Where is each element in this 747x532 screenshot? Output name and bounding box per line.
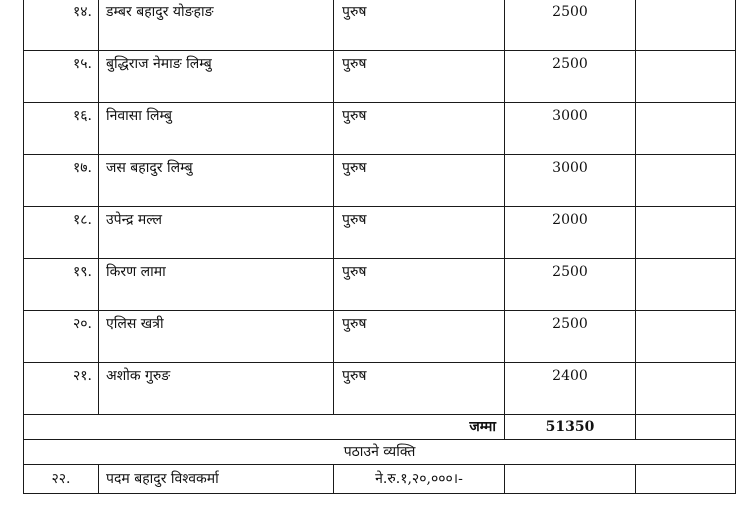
gender: पुरुष (342, 160, 367, 176)
amount: 2500 (552, 316, 588, 332)
table-row (24, 103, 736, 155)
total-label: जम्मा (24, 415, 505, 440)
person-name: एलिस खत्री (106, 316, 164, 332)
person-name: पदम बहादुर विश्वकर्मा (99, 465, 334, 494)
remarks-cell (636, 465, 736, 494)
remarks-cell (636, 415, 736, 440)
amount: ने.रु.१,२०,०००।- (334, 465, 505, 494)
total-row (24, 415, 736, 440)
remarks-cell (636, 0, 736, 51)
person-name: उपेन्द्र मल्ल (106, 212, 163, 228)
serial-number: १७. (72, 160, 92, 176)
remarks-cell (636, 207, 736, 259)
person-name: जस बहादुर लिम्बु (106, 160, 193, 176)
gender: पुरुष (342, 264, 367, 280)
gender: पुरुष (342, 108, 367, 124)
serial-number: १५. (72, 56, 92, 72)
amount: 2000 (552, 212, 588, 228)
remarks-cell (636, 155, 736, 207)
serial-number: १६. (72, 108, 92, 124)
remarks-cell (636, 259, 736, 311)
table-row (24, 311, 736, 363)
person-name: बुद्धिराज नेमाङ लिम्बु (106, 56, 212, 72)
serial-number: १८. (72, 212, 92, 228)
table-row (24, 465, 736, 494)
empty-cell (505, 465, 636, 494)
gender: पुरुष (342, 316, 367, 332)
table-row (24, 51, 736, 103)
amount: 2400 (552, 368, 588, 384)
person-name: डम्बर बहादुर योङहाङ (106, 4, 214, 20)
gender: पुरुष (342, 56, 367, 72)
person-name: अशोक गुरुङ (106, 368, 171, 384)
remarks-cell (636, 311, 736, 363)
person-name: निवासा लिम्बु (106, 108, 173, 124)
contribution-table (23, 0, 736, 494)
remarks-cell (636, 51, 736, 103)
remarks-cell (636, 103, 736, 155)
serial-number: २०. (72, 316, 92, 332)
amount: 2500 (552, 264, 588, 280)
amount: 3000 (552, 108, 588, 124)
gender: पुरुष (342, 212, 367, 228)
remarks-cell (636, 363, 736, 415)
gender: पुरुष (342, 368, 367, 384)
table-row (24, 0, 736, 51)
serial-number: १४. (72, 4, 92, 20)
amount: 2500 (552, 4, 588, 20)
serial-number: २२. (24, 465, 99, 494)
amount: 2500 (552, 56, 588, 72)
table-row (24, 259, 736, 311)
table-row (24, 207, 736, 259)
table-row (24, 155, 736, 207)
serial-number: २१. (72, 368, 92, 384)
total-value: 51350 (505, 415, 636, 440)
serial-number: १९. (72, 264, 92, 280)
person-name: किरण लामा (106, 264, 166, 280)
amount: 3000 (552, 160, 588, 176)
sender-row (24, 440, 736, 465)
sender-heading: पठाउने व्यक्ति (24, 440, 736, 465)
table-row (24, 363, 736, 415)
gender: पुरुष (342, 4, 367, 20)
